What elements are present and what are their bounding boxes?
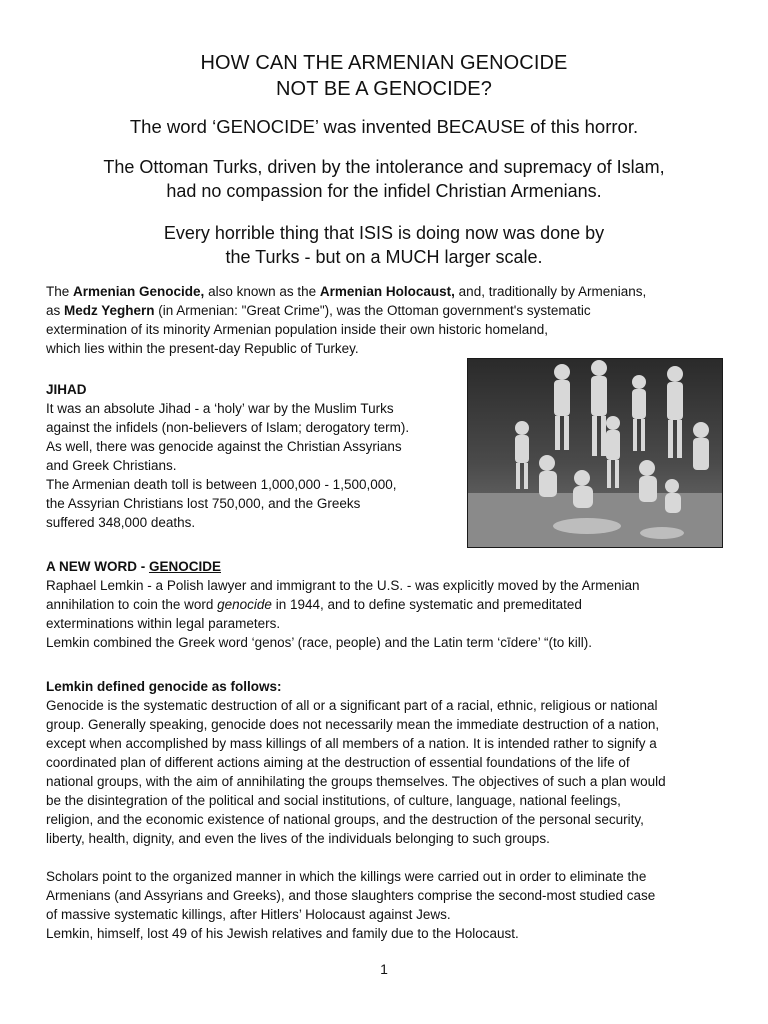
new-word-heading [46,557,726,576]
definition-line: except when accomplished by mass killings of all members of a nation. It is intended rather to signify a [46,736,657,751]
scholars-section [46,867,734,943]
tagline-islam [0,155,768,203]
new-word-line: Lemkin combined the Greek word ‘genos’ (race, people) and the Latin term ‘cīdere’ “(to kill). [46,635,593,650]
historical-photo-children [467,358,723,548]
lemkin-definition-section [46,677,734,848]
new-word-heading-prefix: A NEW WORD - [46,559,149,574]
tagline-islam-line-2: had no compassion for the infidel Christian Armenians. [166,181,602,201]
page-number: 1 [380,961,388,977]
intro-text: and, traditionally by Armenians, [454,284,647,299]
new-word-text: in 1944, and to define systematic and premeditated [271,597,582,612]
scholars-line: Scholars point to the organized manner in which the killings were carried out in order to eliminate the [46,869,647,884]
intro-text: The [46,284,74,299]
intro-line-2 [46,301,726,320]
intro-text: as [46,303,65,318]
jihad-line: The Armenian death toll is between 1,000,000 - 1,500,000, [46,477,397,492]
term-armenian-holocaust: Armenian Holocaust, [319,284,455,299]
lemkin-definition-heading: Lemkin defined genocide as follows: [46,679,282,694]
new-word-heading-genocide: GENOCIDE [148,559,221,574]
jihad-heading: JIHAD [46,382,87,397]
term-genocide-italic: genocide [217,597,272,612]
title-line-2: NOT BE A GENOCIDE? [276,78,492,100]
jihad-line: suffered 348,000 deaths. [46,515,196,530]
jihad-line: It was an absolute Jihad - a ‘holy’ war by the Muslim Turks [46,401,394,416]
jihad-line: As well, there was genocide against the Christian Assyrians [46,439,402,454]
intro-text: also known as the [204,284,320,299]
intro-paragraph [46,282,726,358]
photo-illustration [467,358,723,548]
scholars-line: Armenians (and Assyrians and Greeks), and those slaughters comprise the second-most studied case [46,888,656,903]
new-word-section [46,557,726,652]
new-word-line: exterminations within legal parameters. [46,616,281,631]
intro-line-1 [46,282,726,301]
scholars-line: Lemkin, himself, lost 49 of his Jewish relatives and family due to the Holocaust. [46,926,519,941]
definition-line: group. Generally speaking, genocide does not necessarily mean the immediate destruction of a nation, [46,717,660,732]
intro-line-4: which lies within the present-day Republic of Turkey. [46,341,359,356]
scholars-line: of massive systematic killings, after Hitlers’ Holocaust against Jews. [46,907,451,922]
tagline-islam-line-1: The Ottoman Turks, driven by the intolerance and supremacy of Islam, [103,157,665,177]
jihad-line: and Greek Christians. [46,458,177,473]
intro-text: (in Armenian: "Great Crime"), was the Ottoman government's systematic [154,303,591,318]
new-word-line [46,595,726,614]
definition-line: religion, and the economic existence of national groups, and the destruction of the personal security, [46,812,644,827]
term-armenian-genocide: Armenian Genocide, [73,284,205,299]
jihad-line: against the infidels (non-believers of Islam; derogatory term). [46,420,410,435]
title-line-1: HOW CAN THE ARMENIAN GENOCIDE [200,52,568,74]
intro-line-3: extermination of its minority Armenian population inside their own historic homeland, [46,322,549,337]
tagline-isis-line-1: Every horrible thing that ISIS is doing now was done by [163,223,605,243]
subtitle: The word ‘GENOCIDE’ was invented BECAUSE of this horror. [129,116,639,137]
definition-line: coordinated plan of different actions aiming at the destruction of essential foundations of the life of [46,755,630,770]
page-title [0,50,768,102]
tagline-isis-line-2: the Turks - but on a MUCH larger scale. [225,247,543,267]
definition-line: national groups, with the aim of annihilating the groups themselves. The objectives of such a plan would [46,774,666,789]
tagline-isis [0,221,768,269]
new-word-text: annihilation to coin the word [46,597,218,612]
jihad-line: the Assyrian Christians lost 750,000, and the Greeks [46,496,361,511]
jihad-section [46,380,461,532]
definition-line: Genocide is the systematic destruction of all or a significant part of a racial, ethnic, religious or national [46,698,658,713]
definition-line: be the disintegration of the political and social institutions, of culture, language, national feelings, [46,793,621,808]
new-word-line: Raphael Lemkin - a Polish lawyer and immigrant to the U.S. - was explicitly moved by the Armenian [46,578,640,593]
term-medz-yeghern: Medz Yeghern [64,303,155,318]
definition-line: liberty, health, dignity, and even the lives of the individuals belonging to such groups. [46,831,550,846]
